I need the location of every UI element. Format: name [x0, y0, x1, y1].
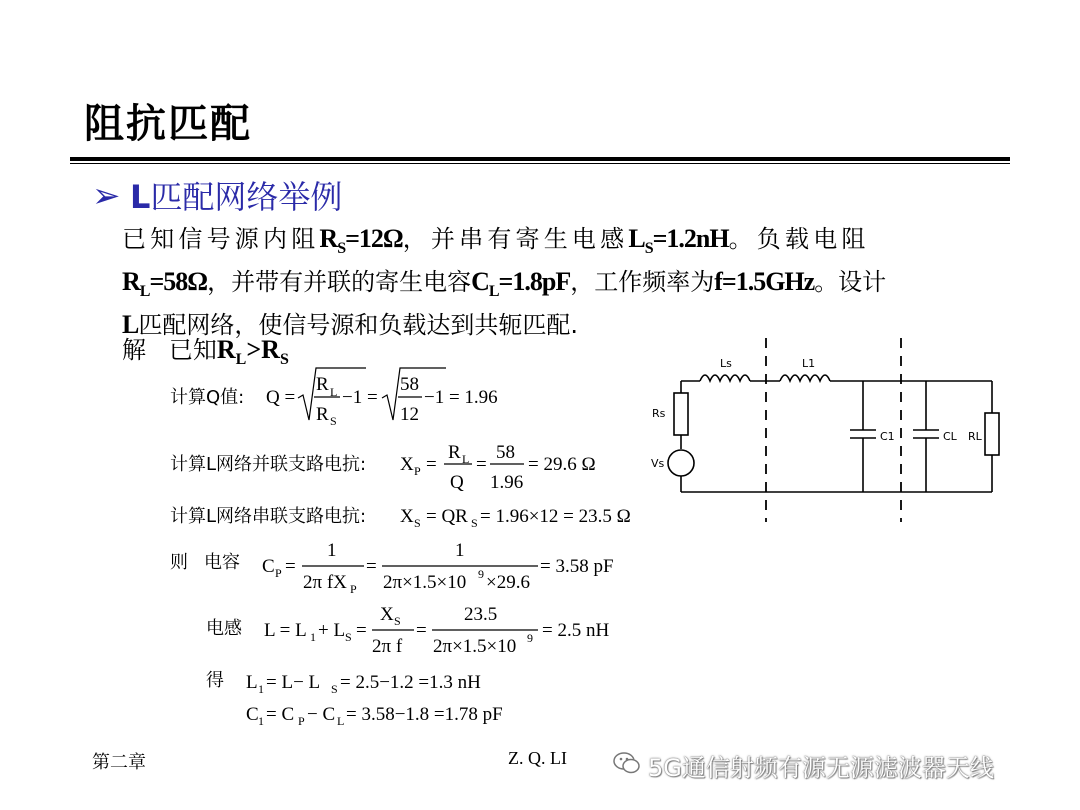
q-sub-l: L	[330, 385, 338, 399]
c1-rhs-sub2: L	[337, 714, 345, 728]
label-rl: RL	[968, 430, 982, 443]
l-lhs: L = L	[264, 620, 307, 641]
watermark-text: 5G通信射频有源无源滤波器天线	[648, 754, 994, 782]
l-rhs: = 2.5 nH	[542, 620, 610, 641]
xp-lhs: X	[400, 454, 414, 475]
section-subtitle: L匹配网络举例	[130, 178, 343, 216]
l-plus: + L	[318, 620, 346, 641]
xs-sub: S	[414, 516, 421, 530]
cp-den2-tail: ×29.6	[486, 572, 530, 593]
label-l1: L1	[802, 357, 816, 370]
slide-title: 阻抗匹配	[84, 101, 252, 147]
cp-eq: =	[285, 556, 296, 577]
label-ls: Ls	[720, 357, 732, 370]
inductor-l1	[780, 375, 830, 381]
l-num1: X	[380, 604, 394, 625]
ze-label: 则	[170, 552, 188, 573]
c1-sub: 1	[258, 714, 264, 728]
bullet-arrow-icon: ➢	[92, 176, 121, 216]
q-den1: R	[316, 404, 329, 425]
de-label: 得	[206, 670, 224, 691]
l1-sub: 1	[258, 682, 264, 696]
inductor-ls	[700, 375, 750, 381]
c1-rhs-b: − C	[307, 704, 336, 725]
label-rs: Rs	[652, 407, 666, 420]
c1-rhs-a: = C	[266, 704, 295, 725]
cp-rhs: = 3.58 pF	[540, 556, 614, 577]
cp-lhs: C	[262, 556, 275, 577]
xp-rhs: = 29.6 Ω	[528, 454, 596, 475]
problem-line-3: L匹配网络，使信号源和负载达到共轭匹配.	[122, 310, 578, 340]
label-c1: C1	[880, 430, 895, 443]
xp-num2: 58	[496, 442, 515, 463]
wechat-icon	[612, 748, 642, 778]
l-den1: 2π f	[372, 636, 403, 657]
label-vs: Vs	[651, 457, 665, 470]
source-vs	[668, 450, 694, 476]
xs-lhs: X	[400, 506, 414, 527]
cp-den1-sub: P	[350, 582, 357, 596]
cap-label: 电容	[204, 552, 240, 573]
q-rhs: −1 = 1.96	[424, 387, 498, 408]
q-lhs: Q =	[266, 387, 296, 408]
xp-den1: Q	[450, 472, 464, 493]
cp-eq2: =	[366, 556, 377, 577]
cp-den2-sup: 9	[478, 567, 484, 581]
cp-sub: P	[275, 566, 282, 580]
xs-rhs2: = 1.96×12 = 23.5 Ω	[480, 506, 631, 527]
l1-lhs: L	[246, 672, 258, 693]
xp-eq2: =	[476, 454, 487, 475]
l-eq2: =	[416, 620, 427, 641]
q-minus1: −1 =	[342, 387, 378, 408]
l-den2-sup: 9	[527, 631, 533, 645]
xs-rsub: S	[471, 516, 478, 530]
cp-den2: 2π×1.5×10	[383, 572, 467, 593]
l-num2: 23.5	[464, 604, 498, 625]
problem-line-2: $R_L=58\Omega$，并带有并联的寄生电容$C_L=1.8pF$，工作频率为f=1.5GHz。设计	[122, 267, 887, 301]
problem-line-1: 已知信号源内阻$R_S=12\Omega$，并串有寄生电感$L_S=1.2nH$。负载电阻	[122, 224, 870, 258]
l-eq: =	[356, 620, 367, 641]
xp-eq: =	[426, 454, 437, 475]
xp-num1-sub: L	[462, 452, 470, 466]
q-label: 计算Q值:	[170, 387, 245, 408]
solution-heading: 解 已知$R_L>R_S$	[122, 335, 289, 369]
c1-rhs-sub1: P	[298, 714, 305, 728]
l-num1-sub: S	[394, 614, 401, 628]
cp-den1: 2π fX	[303, 572, 347, 593]
q-num1: R	[316, 374, 329, 395]
resistor-rl	[985, 413, 999, 455]
xp-sub: P	[414, 464, 421, 478]
cp-num2: 1	[455, 540, 465, 561]
l-sub2: S	[345, 630, 352, 644]
l-sub1: 1	[310, 630, 316, 644]
xp-label: 计算L网络并联支路电抗:	[170, 454, 367, 475]
c1-rhs-c: = 3.58−1.8 =1.78 pF	[346, 704, 503, 725]
l1-rhs-a: = L− L	[266, 672, 321, 693]
xs-label: 计算L网络串联支路电抗:	[170, 506, 367, 527]
footer-chapter: 第二章	[92, 752, 146, 772]
xp-num1: R	[448, 442, 461, 463]
q-sub-s: S	[330, 414, 337, 428]
footer-author: Z. Q. LI	[508, 748, 567, 768]
ind-label: 电感	[206, 618, 242, 639]
c1-lhs: C	[246, 704, 259, 725]
q-num2: 58	[400, 374, 419, 395]
resistor-rs	[674, 393, 688, 435]
l1-rhs-sub: S	[331, 682, 338, 696]
xp-den2: 1.96	[490, 472, 524, 493]
l-den2: 2π×1.5×10	[433, 636, 517, 657]
label-cl: CL	[943, 430, 957, 443]
q-den2: 12	[400, 404, 419, 425]
cp-num1: 1	[327, 540, 337, 561]
l1-rhs-b: = 2.5−1.2 =1.3 nH	[340, 672, 481, 693]
xs-rhs1: = QR	[426, 506, 468, 527]
